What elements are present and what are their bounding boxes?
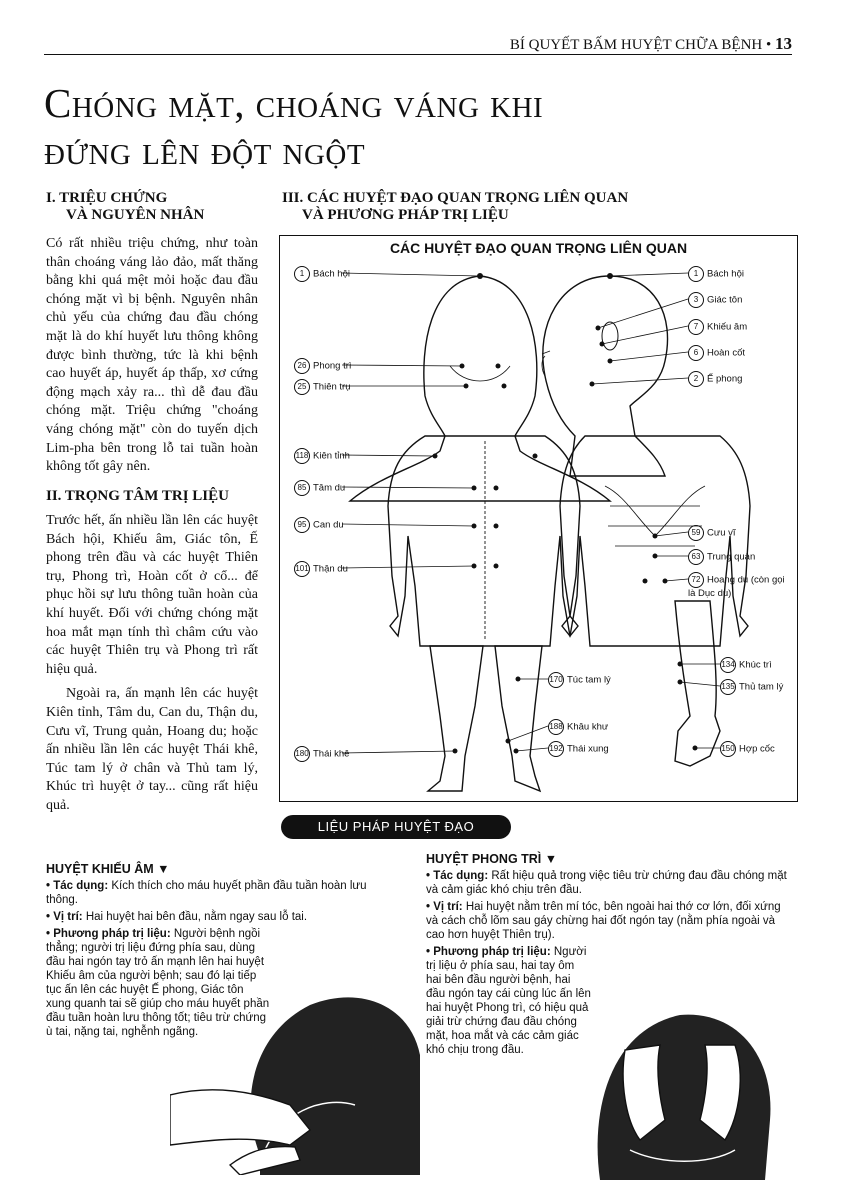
point-name: Thủ tam lý bbox=[739, 681, 784, 693]
point-num: 134 bbox=[720, 657, 736, 673]
point-label bbox=[688, 549, 755, 565]
point-label bbox=[688, 319, 747, 335]
section-1-body: Có rất nhiều triệu chứng, như toàn thân choáng váng lảo đảo, mất thăng bằng khi quá mệt mỏi hoặc đau đầu chóng mặt vì bị bệnh. Nguyên nhân chủ yếu của chứng đau đầu chóng mặt là do khí huyết lưu thông không được bình thường, tức là khi bệnh cao huyết áp, huyết áp thấp, xơ cứng động mạch xảy ra... thì dễ đau đầu chóng mặt. Triệu chứng "choáng váng chóng mặt" còn do tuyến dịch Lim-pha bên trong lỗ tai tuần hoàn không tốt gây nên. bbox=[46, 236, 258, 475]
point-label bbox=[548, 719, 608, 735]
point-label bbox=[688, 572, 788, 600]
point-num: 118 bbox=[294, 448, 310, 464]
point-label bbox=[294, 746, 349, 762]
point-num: 72 bbox=[688, 572, 704, 588]
section-1-line1: TRIỆU CHỨNG bbox=[59, 190, 168, 206]
running-header bbox=[44, 34, 792, 55]
point-label bbox=[294, 517, 344, 533]
point-label bbox=[720, 741, 775, 757]
point-name: Giác tôn bbox=[707, 294, 743, 306]
section-2-body-block bbox=[46, 512, 258, 822]
point-label bbox=[720, 679, 783, 695]
point-num: 2 bbox=[688, 371, 704, 387]
point-label bbox=[548, 741, 609, 757]
point-label bbox=[294, 448, 350, 464]
point-label bbox=[688, 292, 742, 308]
running-title: BÍ QUYẾT BẤM HUYỆT CHỮA BỆNH bbox=[509, 37, 763, 53]
point-num: 63 bbox=[688, 549, 704, 565]
point-label bbox=[688, 371, 742, 387]
point-name: Trung quản bbox=[707, 551, 756, 563]
point-name: Khúc trì bbox=[739, 659, 772, 671]
point-num: 1 bbox=[688, 266, 704, 282]
point-name: Thiên trụ bbox=[313, 381, 351, 393]
point-num: 135 bbox=[720, 679, 736, 695]
point-name: Bách hội bbox=[313, 268, 350, 280]
point-num: 26 bbox=[294, 358, 310, 374]
point-name: Tâm du bbox=[313, 482, 346, 494]
point-name: Túc tam lý bbox=[567, 674, 611, 686]
phong-tri-method: • Phương pháp trị liệu: Người trị liệu ở phía sau, hai tay ôm hai bên đầu người bệnh, hai đầu ngón tay cái cùng lúc ấn lên hai huyệt Phong trì, có hiệu quả giải trừ chứng đau đầu chóng mặt, hoa mắt và các cảm giác khó chịu trong đầu. bbox=[426, 946, 591, 1056]
point-num: 3 bbox=[688, 292, 704, 308]
point-num: 25 bbox=[294, 379, 310, 395]
point-num: 6 bbox=[688, 345, 704, 361]
point-label bbox=[688, 266, 744, 282]
point-label bbox=[720, 657, 772, 673]
point-num: 59 bbox=[688, 525, 704, 541]
point-label bbox=[294, 266, 350, 282]
bullet: • bbox=[765, 37, 772, 53]
point-name: Hoang du (còn gọi là Dục du) bbox=[688, 574, 785, 599]
point-label bbox=[688, 345, 745, 361]
section-1-body-block bbox=[46, 235, 258, 483]
point-label bbox=[688, 525, 736, 541]
point-name: Kiên tỉnh bbox=[313, 450, 350, 462]
section-1-heading bbox=[46, 190, 256, 224]
point-name: Hoàn cốt bbox=[707, 347, 746, 359]
point-num: 170 bbox=[548, 672, 564, 688]
phong-tri-illustration bbox=[570, 990, 795, 1180]
khieu-am-location: • Vị trí: Hai huyệt hai bên đầu, nằm ngay sau lỗ tai. bbox=[46, 911, 308, 923]
khieu-am-effect: • Tác dụng: Kích thích cho máu huyết phần đầu tuần hoàn lưu thông. bbox=[46, 880, 367, 906]
point-name: Khâu khư bbox=[567, 721, 609, 733]
point-num: 1 bbox=[294, 266, 310, 282]
khieu-am-illustration bbox=[170, 975, 420, 1175]
section-2-para-2: Ngoài ra, ấn mạnh lên các huyệt Kiên tỉnh, Tâm du, Can du, Thận du, Cưu vĩ, Trung quản, Hoang du; hoặc ấn nhiều lần lên các huyệt Thái khê, Túc tam lý ở chân và Thủ tam lý, Khúc trì huyệt ở tay... cũng rất hiệu quả. bbox=[46, 686, 258, 813]
section-1-line2: VÀ NGUYÊN NHÂN bbox=[66, 207, 205, 223]
point-num: 150 bbox=[720, 741, 736, 757]
title-line-1: Chóng mặt, choáng váng khi bbox=[44, 80, 544, 126]
figure-title: CÁC HUYỆT ĐẠO QUAN TRỌNG LIÊN QUAN bbox=[389, 240, 688, 256]
section-banner: LIỆU PHÁP HUYỆT ĐẠO bbox=[281, 815, 511, 839]
acupoint-figure bbox=[279, 235, 798, 802]
point-name: Thái xung bbox=[567, 743, 609, 755]
phong-tri-title: HUYỆT PHONG TRÌ ▼ bbox=[426, 852, 558, 866]
point-name: Hợp cốc bbox=[739, 743, 775, 755]
point-name: Ế phong bbox=[707, 373, 743, 385]
point-label bbox=[294, 379, 351, 395]
point-name: Can du bbox=[313, 519, 344, 531]
point-num: 85 bbox=[294, 480, 310, 496]
section-3-line1: III. CÁC HUYỆT ĐẠO QUAN TRỌNG LIÊN QUAN bbox=[282, 190, 629, 206]
point-label bbox=[294, 480, 345, 496]
point-num: 188 bbox=[548, 719, 564, 735]
point-num: 7 bbox=[688, 319, 704, 335]
section-3-heading bbox=[282, 190, 802, 224]
khieu-am-method: • Phương pháp trị liệu: Người bệnh ngồi thẳng; người trị liệu đứng phía sau, dùng đầu hai ngón tay trỏ ấn mạnh lên hai huyệt Khiếu âm của người bệnh; sau đó lại tiếp tục ấn lên các huyệt Ế phong, Giác tôn xung quanh tai sẽ giúp cho máu huyết phần đầu tuần hoàn lưu thông tốt; tiêu trừ chứng ù tai, nặng tai, nghễnh ngãng. bbox=[46, 928, 270, 1038]
section-2-heading: II. TRỌNG TÂM TRỊ LIỆU bbox=[46, 488, 229, 504]
point-num: 101 bbox=[294, 561, 310, 577]
point-name: Bách hội bbox=[707, 268, 744, 280]
point-num: 180 bbox=[294, 746, 310, 762]
point-name: Thái khê bbox=[313, 748, 350, 760]
phong-tri-effect: • Tác dụng: Rất hiệu quả trong việc tiêu trừ chứng đau đầu chóng mặt và cảm giác khó chịu trên đầu. bbox=[426, 870, 787, 896]
page-title bbox=[44, 80, 804, 174]
point-name: Phong trì bbox=[313, 360, 352, 372]
point-label bbox=[294, 358, 352, 374]
point-label bbox=[294, 561, 348, 577]
section-1-num: I. bbox=[46, 190, 56, 206]
point-name: Thận du bbox=[313, 563, 348, 575]
phong-tri-location: • Vị trí: Hai huyệt nằm trên mí tóc, bên ngoài hai thớ cơ lớn, đối xứng và cách chỗ lõm sau gáy chừng hai đốt ngón tay (nằm phía ngoài và cao hơn huyệt Thiên trụ). bbox=[426, 901, 781, 941]
point-name: Khiếu âm bbox=[707, 321, 748, 333]
section-3-line2: VÀ PHƯƠNG PHÁP TRỊ LIỆU bbox=[302, 207, 509, 223]
point-num: 95 bbox=[294, 517, 310, 533]
point-name: Cưu vĩ bbox=[707, 527, 736, 539]
point-label bbox=[548, 672, 611, 688]
khieu-am-title: HUYỆT KHIẾU ÂM ▼ bbox=[46, 862, 170, 876]
point-num: 192 bbox=[548, 741, 564, 757]
page-number: 13 bbox=[775, 34, 792, 53]
section-2-para-1: Trước hết, ấn nhiều lần lên các huyệt Bách hội, Khiếu âm, Giác tôn, Ế phong trên đầu và các huyệt Thiên trụ, Phong trì, Hoàn cốt ở cổ... để phục hồi sự lưu thông tuần hoàn của khí huyết. Đối với chứng chóng mặt hoa mắt mạn tính thì châm cứu vào các huyệt Thiên trụ và Phong trì rất hiệu quả. bbox=[46, 513, 258, 677]
title-line-2: đứng lên đột ngột bbox=[44, 127, 366, 173]
